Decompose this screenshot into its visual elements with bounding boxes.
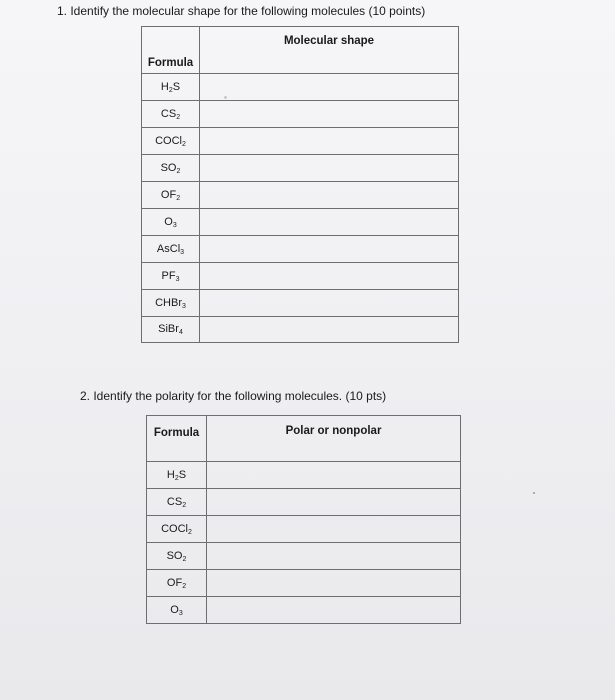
formula-cell: [147, 489, 207, 516]
molecular-shape-answer-cell[interactable]: [200, 155, 459, 182]
formula-cell: [147, 597, 207, 624]
formula-base: SO: [166, 549, 183, 562]
formula-subscript: 2: [168, 86, 173, 94]
formula-subscript: 2: [182, 501, 187, 509]
formula-subscript: 2: [176, 167, 181, 175]
formula-base: CS: [160, 107, 177, 120]
formula-subscript: 2: [181, 140, 186, 148]
formula-rest: S: [172, 80, 181, 93]
formula-subscript: 3: [172, 221, 177, 229]
formula-rest: S: [178, 468, 187, 481]
formula-base: CS: [166, 495, 183, 508]
speck: [224, 96, 227, 99]
question-1-text: 1. Identify the molecular shape for the following molecules (10 points): [57, 4, 426, 18]
formula-subscript: 2: [182, 582, 187, 590]
speck: [533, 492, 535, 494]
formula-subscript: 2: [182, 555, 187, 563]
polarity-table: [146, 415, 461, 624]
table-row: [142, 209, 459, 236]
formula-cell: [142, 182, 200, 209]
polarity-answer-cell[interactable]: [207, 489, 461, 516]
formula-subscript: 2: [174, 474, 179, 482]
table-row: [147, 462, 461, 489]
formula-subscript: 3: [181, 302, 186, 310]
formula-base: COCl: [161, 522, 188, 535]
formula-subscript: 3: [180, 248, 185, 256]
table-row: [142, 236, 459, 263]
formula-cell: [147, 543, 207, 570]
molecular-shape-table: [141, 26, 459, 343]
table-header-row: [147, 416, 461, 462]
table-row: [147, 543, 461, 570]
formula-cell: [142, 290, 200, 317]
formula-cell: [142, 101, 200, 128]
table-row: [147, 516, 461, 543]
table-row: [142, 263, 459, 290]
formula-cell: [147, 570, 207, 597]
formula-cell: [142, 263, 200, 290]
table-header-row: [142, 27, 459, 74]
polarity-answer-cell[interactable]: [207, 462, 461, 489]
formula-cell: [142, 128, 200, 155]
polarity-answer-cell[interactable]: [207, 597, 461, 624]
formula-cell: [142, 317, 200, 343]
formula-base: O: [170, 603, 179, 616]
polarity-header: Polar or nonpolar: [207, 416, 461, 462]
molecular-shape-answer-cell[interactable]: [200, 317, 459, 343]
molecular-shape-answer-cell[interactable]: [200, 236, 459, 263]
molecular-shape-answer-cell[interactable]: [200, 290, 459, 317]
table-row: [147, 570, 461, 597]
formula-base: OF: [166, 576, 183, 589]
formula-base: SiBr: [158, 323, 179, 335]
table-row: [147, 597, 461, 624]
polarity-answer-cell[interactable]: [207, 543, 461, 570]
formula-cell: [142, 209, 200, 236]
formula-cell: [142, 155, 200, 182]
formula-base: H: [166, 468, 175, 481]
molecular-shape-header: Molecular shape: [200, 27, 459, 74]
formula-header: Formula: [142, 27, 200, 74]
formula-base: PF: [161, 269, 176, 282]
formula-base: SO: [160, 161, 177, 174]
question-2-text: 2. Identify the polarity for the following molecules. (10 pts): [80, 389, 387, 403]
formula-subscript: 3: [178, 609, 183, 617]
formula-base: H: [160, 80, 169, 93]
table-row: [142, 101, 459, 128]
formula-base: CHBr: [155, 296, 182, 309]
molecular-shape-answer-cell[interactable]: [200, 74, 459, 101]
molecular-shape-answer-cell[interactable]: [200, 128, 459, 155]
formula-subscript: 2: [187, 528, 192, 536]
molecular-shape-answer-cell[interactable]: [200, 263, 459, 290]
table-row: [142, 74, 459, 101]
molecular-shape-answer-cell[interactable]: [200, 209, 459, 236]
polarity-answer-cell[interactable]: [207, 516, 461, 543]
formula-cell: [147, 462, 207, 489]
formula-cell: [147, 516, 207, 543]
table-row: [142, 128, 459, 155]
formula-subscript: 2: [176, 113, 181, 121]
polarity-answer-cell[interactable]: [207, 570, 461, 597]
formula-subscript: 2: [176, 194, 181, 202]
formula-base: O: [164, 215, 173, 228]
formula-base: AsCl: [156, 242, 181, 255]
formula-base: OF: [160, 188, 177, 201]
formula-cell: [142, 236, 200, 263]
table-row: [147, 489, 461, 516]
molecular-shape-answer-cell[interactable]: [200, 101, 459, 128]
formula-cell: [142, 74, 200, 101]
table-row: [142, 290, 459, 317]
formula-header: Formula: [147, 416, 207, 462]
table-row: [142, 155, 459, 182]
formula-subscript: 4: [178, 329, 183, 336]
formula-subscript: 3: [175, 275, 180, 283]
molecular-shape-answer-cell[interactable]: [200, 182, 459, 209]
table-row: [142, 182, 459, 209]
formula-base: COCl: [155, 134, 182, 147]
table-row: [142, 317, 459, 343]
